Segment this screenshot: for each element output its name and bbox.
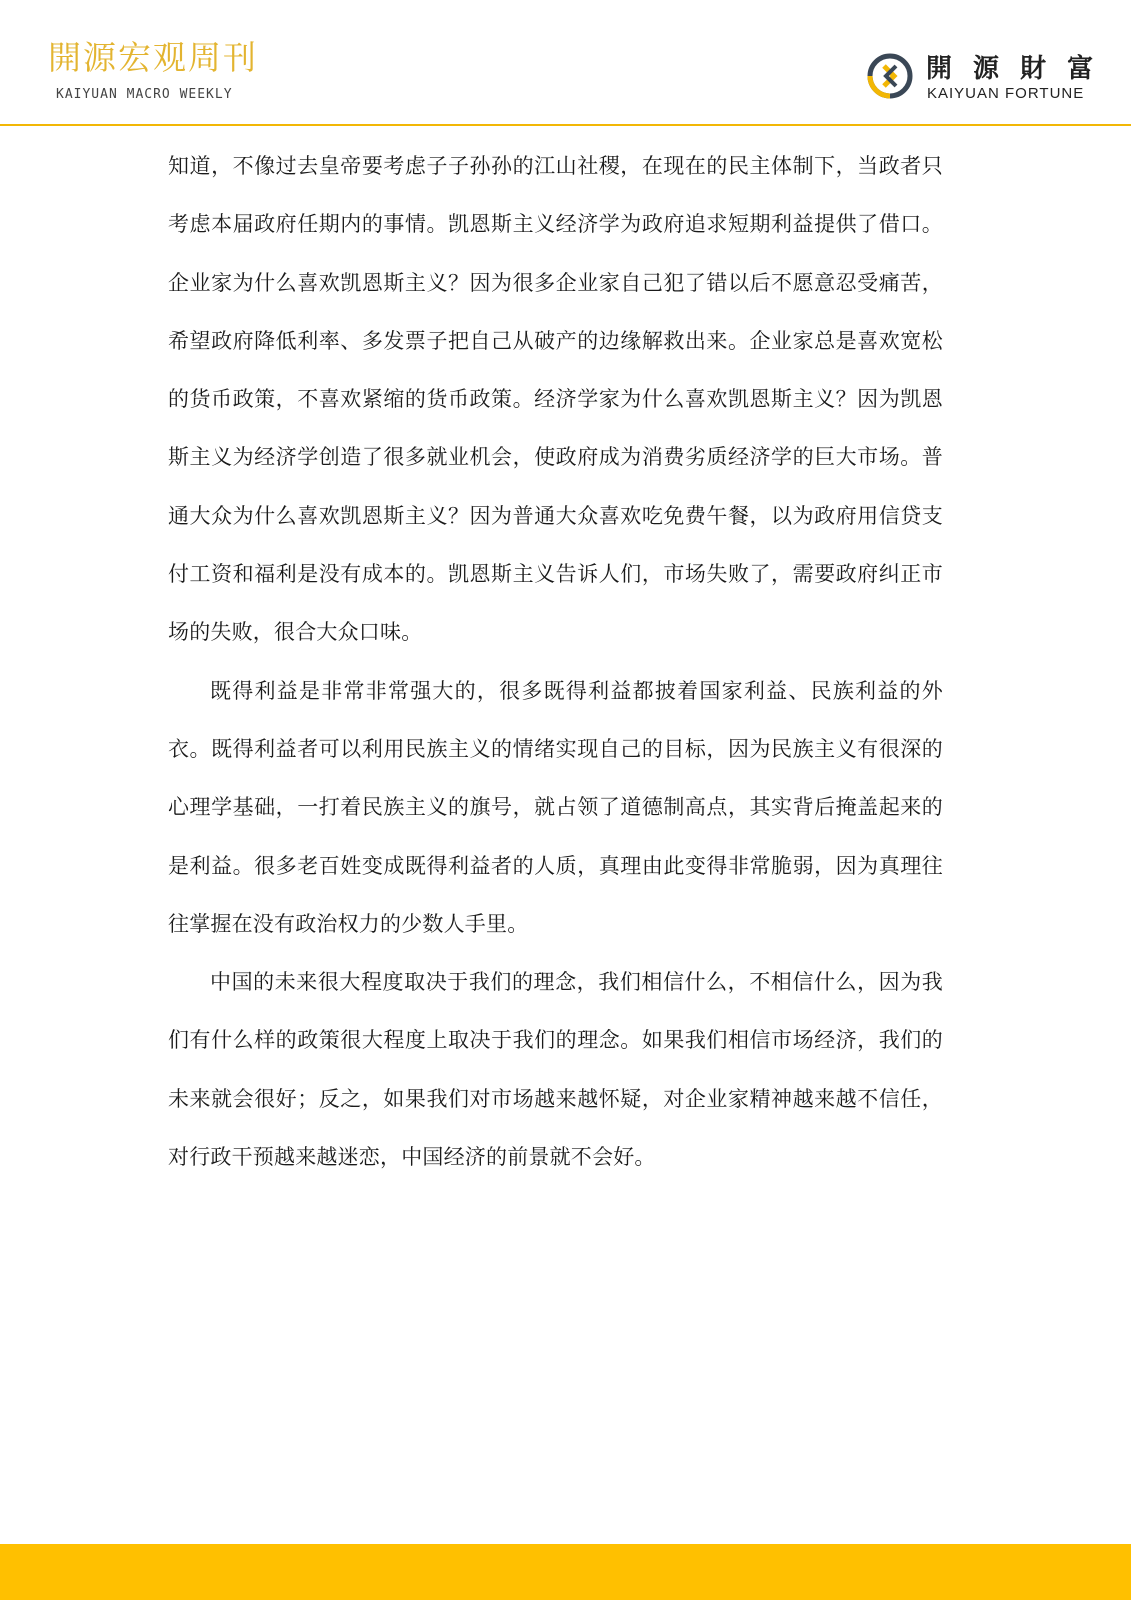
company-logo [866,52,1106,108]
paragraph: 中国的未来很大程度取决于我们的理念，我们相信什么，不相信什么，因为我们有什么样的政策很大程度上取决于我们的理念。如果我们相信市场经济，我们的未来就会很好；反之，如果我们对市场越来越怀疑，对企业家精神越来越不信任，对行政干预越来越迷恋，中国经济的前景就不会好。 [168,970,943,1170]
article-body [168,137,943,1186]
kaiyuan-fortune-logo-icon [866,52,914,100]
publication-subtitle: KAIYUAN MACRO WEEKLY [56,87,233,102]
logo-name-cn: 開 源 財 富 [926,54,1100,84]
logo-name-en: KAIYUAN FORTUNE [927,85,1085,102]
footer-bar [0,1544,1131,1600]
paragraph: 知道，不像过去皇帝要考虑子子孙孙的江山社稷，在现在的民主体制下，当政者只考虑本届政府任期内的事情。凯恩斯主义经济学为政府追求短期利益提供了借口。企业家为什么喜欢凯恩斯主义？因为很多企业家自己犯了错以后不愿意忍受痛苦，希望政府降低利率、多发票子把自己从破产的边缘解救出来。企业家总是喜欢宽松的货币政策，不喜欢紧缩的货币政策。经济学家为什么喜欢凯恩斯主义？因为凯恩斯主义为经济学创造了很多就业机会，使政府成为消费劣质经济学的巨大市场。普通大众为什么喜欢凯恩斯主义？因为普通大众喜欢吃免费午餐，以为政府用信贷支付工资和福利是没有成本的。凯恩斯主义告诉人们，市场失败了，需要政府纠正市场的失败，很合大众口味。 [168,154,943,645]
publication-title: 開源宏观周刊 [48,38,258,77]
header-divider [0,124,1131,126]
page-header [0,0,1131,126]
paragraph: 既得利益是非常非常强大的，很多既得利益都披着国家利益、民族利益的外衣。既得利益者可以利用民族主义的情绪实现自己的目标，因为民族主义有很深的心理学基础，一打着民族主义的旗号，就占领了道德制高点，其实背后掩盖起来的是利益。很多老百姓变成既得利益者的人质，真理由此变得非常脆弱，因为真理往往掌握在没有政治权力的少数人手里。 [168,678,943,936]
